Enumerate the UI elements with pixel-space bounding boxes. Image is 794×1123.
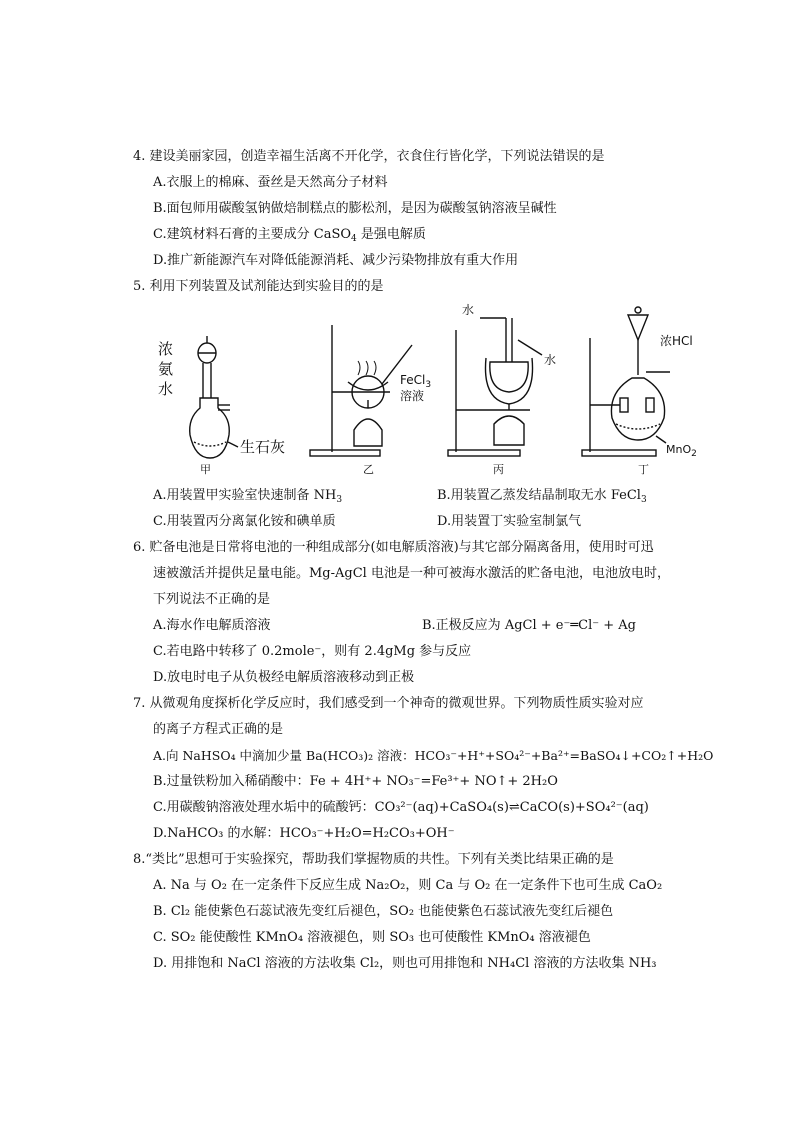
q7-option-c: C.用碳酸钠溶液处理水垢中的硫酸钙：CO₃²⁻(aq)+CaSO₄(s)⇌CaCO(s)+SO₄²⁻(aq) [153, 800, 649, 815]
jia-reagent-label-2: 氨 [158, 360, 174, 378]
q6-stem-line-2: 速被激活并提供足量电能。Mg-AgCl 电池是一种可被海水激活的贮备电池，电池放电时， [153, 566, 670, 581]
q8-option-a: A. Na 与 O₂ 在一定条件下反应生成 Na₂O₂，则 Ca 与 O₂ 在一定条件下也可生成 CaO₂ [153, 878, 663, 893]
q6-stem-line-1: 6. 贮备电池是日常将电池的一种组成部分(如电解质溶液)与其它部分隔离备用，使用时可迅 [133, 540, 654, 555]
q8-option-d: D. 用排饱和 NaCl 溶液的方法收集 Cl₂，则也可用排饱和 NH₄Cl 溶液的方法收集 NH₃ [153, 956, 657, 971]
q6-option-a: A.海水作电解质溶液 [153, 618, 271, 633]
jia-solid-label: 生石灰 [240, 438, 286, 456]
apparatus-diagram [150, 300, 710, 485]
q5-option-b: B.用装置乙蒸发结晶制取无水 FeCl$_3$ [437, 488, 647, 505]
ding-reagent-label-bottom: MnO$_2$ [666, 443, 697, 459]
q6-option-d: D.放电时电子从负极经电解质溶液移动到正极 [153, 670, 415, 685]
q8-stem: 8.“类比”思想可于实验探究，帮助我们掌握物质的共性。下列有关类比结果正确的是 [133, 852, 614, 867]
yi-reagent-label-1: FeCl$_3$ [400, 373, 432, 390]
bing-water-out-label: 水 [544, 353, 557, 367]
q6-option-c: C.若电路中转移了 0.2mole⁻，则有 2.4gMg 参与反应 [153, 644, 472, 659]
apparatus-yi [310, 325, 412, 456]
q4-stem: 4. 建设美丽家园，创造幸福生活离不开化学，衣食住行皆化学，下列说法错误的是 [133, 149, 605, 164]
apparatus-jia-label: 甲 [200, 463, 211, 476]
apparatus-bing-label: 丙 [493, 463, 504, 476]
apparatus-ding [582, 307, 670, 456]
ding-reagent-label-top: 浓HCl [660, 334, 693, 348]
apparatus-figure [150, 300, 710, 485]
q7-option-d: D.NaHCO₃ 的水解：HCO₃⁻+H₂O=H₂CO₃+OH⁻ [153, 826, 455, 841]
q7-option-a: A.向 NaHSO₄ 中滴加少量 Ba(HCO₃)₂ 溶液：HCO₃⁻+H⁺+SO₄²⁻+Ba²⁺=BaSO₄↓+CO₂↑+H₂O [153, 748, 714, 763]
q4-option-d: D.推广新能源汽车对降低能源消耗、减少污染物排放有重大作用 [153, 253, 519, 268]
q4-option-a: A.衣服上的棉麻、蚕丝是天然高分子材料 [153, 175, 388, 190]
yi-reagent-label-2: 溶液 [400, 389, 425, 403]
q5-option-d: D.用装置丁实验室制氯气 [437, 514, 582, 529]
q4-option-b: B.面包师用碳酸氢钠做焙制糕点的膨松剂，是因为碳酸氢钠溶液呈碱性 [153, 201, 557, 216]
q5-option-a: A.用装置甲实验室快速制备 $NH_3$ [153, 488, 343, 505]
apparatus-ding-label: 丁 [638, 463, 649, 476]
q7-stem-line-1: 7. 从微观角度探析化学反应时，我们感受到一个神奇的微观世界。下列物质性质实验对应 [133, 696, 644, 711]
jia-reagent-label-1: 浓 [158, 340, 174, 358]
q5-stem: 5. 利用下列装置及试剂能达到实验目的的是 [133, 279, 384, 294]
q7-stem-line-2: 的离子方程式正确的是 [153, 722, 284, 737]
q8-option-b: B. Cl₂ 能使紫色石蕊试液先变红后褪色，SO₂ 也能使紫色石蕊试液先变红后褪色 [153, 904, 614, 919]
jia-reagent-label-3: 水 [158, 380, 174, 398]
q4-option-c: C.建筑材料石膏的主要成分 CaSO$_4$ 是强电解质 [153, 227, 426, 244]
q6-option-b: B.正极反应为 AgCl + e⁻═Cl⁻ + Ag [422, 618, 637, 633]
q7-option-b: B.过量铁粉加入稀硝酸中：Fe + 4H⁺+ NO₃⁻=Fe³⁺+ NO↑+ 2H₂O [153, 774, 558, 789]
apparatus-jia [190, 336, 238, 458]
q5-option-c: C.用装置丙分离氯化铵和碘单质 [153, 514, 336, 529]
q6-stem-line-3: 下列说法不正确的是 [153, 592, 271, 607]
apparatus-yi-label: 乙 [363, 463, 374, 476]
bing-water-in-label: 水 [462, 303, 475, 317]
apparatus-bing [448, 318, 542, 456]
q8-option-c: C. SO₂ 能使酸性 KMnO₄ 溶液褪色，则 SO₃ 也可使酸性 KMnO₄ 溶液褪色 [153, 930, 591, 945]
